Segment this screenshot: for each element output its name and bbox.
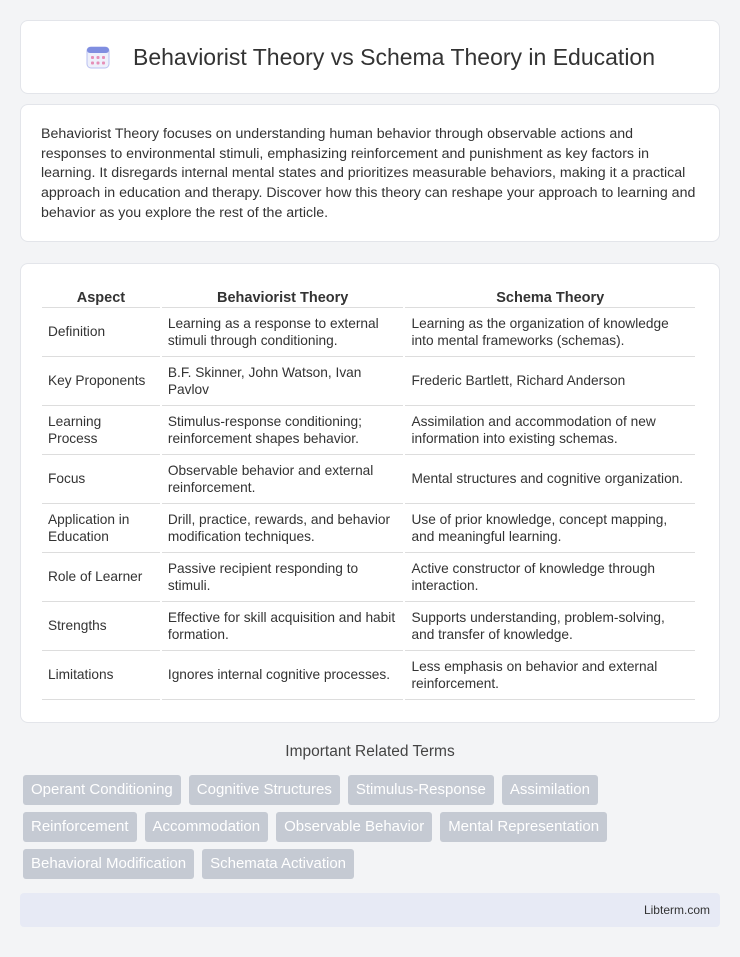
footer xyxy=(20,893,720,927)
footer-site-link[interactable]: Libterm.com xyxy=(643,903,710,917)
header-aspect: Aspect xyxy=(42,284,160,308)
cell-schema: Supports understanding, problem-solving, and transfer of knowledge. xyxy=(405,602,695,651)
cell-schema: Frederic Bartlett, Richard Anderson xyxy=(405,357,695,406)
title-card xyxy=(20,20,720,94)
tag-assimilation[interactable]: Assimilation xyxy=(502,775,598,805)
cell-schema: Active constructor of knowledge through interaction. xyxy=(405,553,695,602)
calendar-grid-icon xyxy=(85,44,111,70)
table-row xyxy=(42,455,695,504)
cell-aspect: Application in Education xyxy=(42,504,160,553)
table-row xyxy=(42,504,695,553)
comparison-table xyxy=(40,284,697,700)
tag-mental-representation[interactable]: Mental Representation xyxy=(440,812,607,842)
cell-aspect: Definition xyxy=(42,308,160,357)
cell-behaviorist: Stimulus-response conditioning; reinforcement shapes behavior. xyxy=(162,406,404,455)
table-row xyxy=(42,406,695,455)
table-row xyxy=(42,651,695,700)
tag-observable-behavior[interactable]: Observable Behavior xyxy=(276,812,432,842)
cell-schema: Use of prior knowledge, concept mapping, and meaningful learning. xyxy=(405,504,695,553)
table-header-row xyxy=(42,284,695,308)
tag-operant-conditioning[interactable]: Operant Conditioning xyxy=(23,775,181,805)
cell-behaviorist: Ignores internal cognitive processes. xyxy=(162,651,404,700)
related-terms-title: Important Related Terms xyxy=(285,743,455,760)
tag-behavioral-modification[interactable]: Behavioral Modification xyxy=(23,849,194,879)
cell-schema: Assimilation and accommodation of new information into existing schemas. xyxy=(405,406,695,455)
table-row xyxy=(42,602,695,651)
table-row xyxy=(42,308,695,357)
cell-aspect: Focus xyxy=(42,455,160,504)
cell-behaviorist: Learning as a response to external stimuli through conditioning. xyxy=(162,308,404,357)
intro-card xyxy=(20,104,720,242)
cell-schema: Learning as the organization of knowledge into mental frameworks (schemas). xyxy=(405,308,695,357)
cell-behaviorist: Effective for skill acquisition and habit formation. xyxy=(162,602,404,651)
cell-aspect: Role of Learner xyxy=(42,553,160,602)
tag-row xyxy=(23,849,723,879)
intro-text: Behaviorist Theory focuses on understanding human behavior through observable actions and responses to environmental stimuli, emphasizing reinforcement and punishment as key factors in learning. It disregards internal mental states and prioritizes measurable behaviors, making it a practical approach in education and therapy. Discover how this theory can reshape your approach to learning and behavior as you explore the rest of the article. xyxy=(41,126,696,221)
tag-row xyxy=(23,812,723,842)
tag-stimulus-response[interactable]: Stimulus-Response xyxy=(348,775,494,805)
comparison-table-card xyxy=(20,263,720,723)
header-schema: Schema Theory xyxy=(405,284,695,308)
related-terms-tags xyxy=(23,775,723,886)
table-row xyxy=(42,553,695,602)
cell-aspect: Strengths xyxy=(42,602,160,651)
tag-reinforcement[interactable]: Reinforcement xyxy=(23,812,137,842)
cell-behaviorist: Drill, practice, rewards, and behavior modification techniques. xyxy=(162,504,404,553)
page-title: Behaviorist Theory vs Schema Theory in Education xyxy=(132,43,656,70)
cell-behaviorist: Passive recipient responding to stimuli. xyxy=(162,553,404,602)
tag-accommodation[interactable]: Accommodation xyxy=(145,812,269,842)
tag-schemata-activation[interactable]: Schemata Activation xyxy=(202,849,354,879)
cell-schema: Less emphasis on behavior and external reinforcement. xyxy=(405,651,695,700)
cell-behaviorist: B.F. Skinner, John Watson, Ivan Pavlov xyxy=(162,357,404,406)
table-row xyxy=(42,357,695,406)
cell-schema: Mental structures and cognitive organization. xyxy=(405,455,695,504)
cell-aspect: Key Proponents xyxy=(42,357,160,406)
header-behaviorist: Behaviorist Theory xyxy=(162,284,404,308)
cell-aspect: Limitations xyxy=(42,651,160,700)
tag-cognitive-structures[interactable]: Cognitive Structures xyxy=(189,775,340,805)
tag-row xyxy=(23,775,723,805)
cell-aspect: Learning Process xyxy=(42,406,160,455)
cell-behaviorist: Observable behavior and external reinforcement. xyxy=(162,455,404,504)
